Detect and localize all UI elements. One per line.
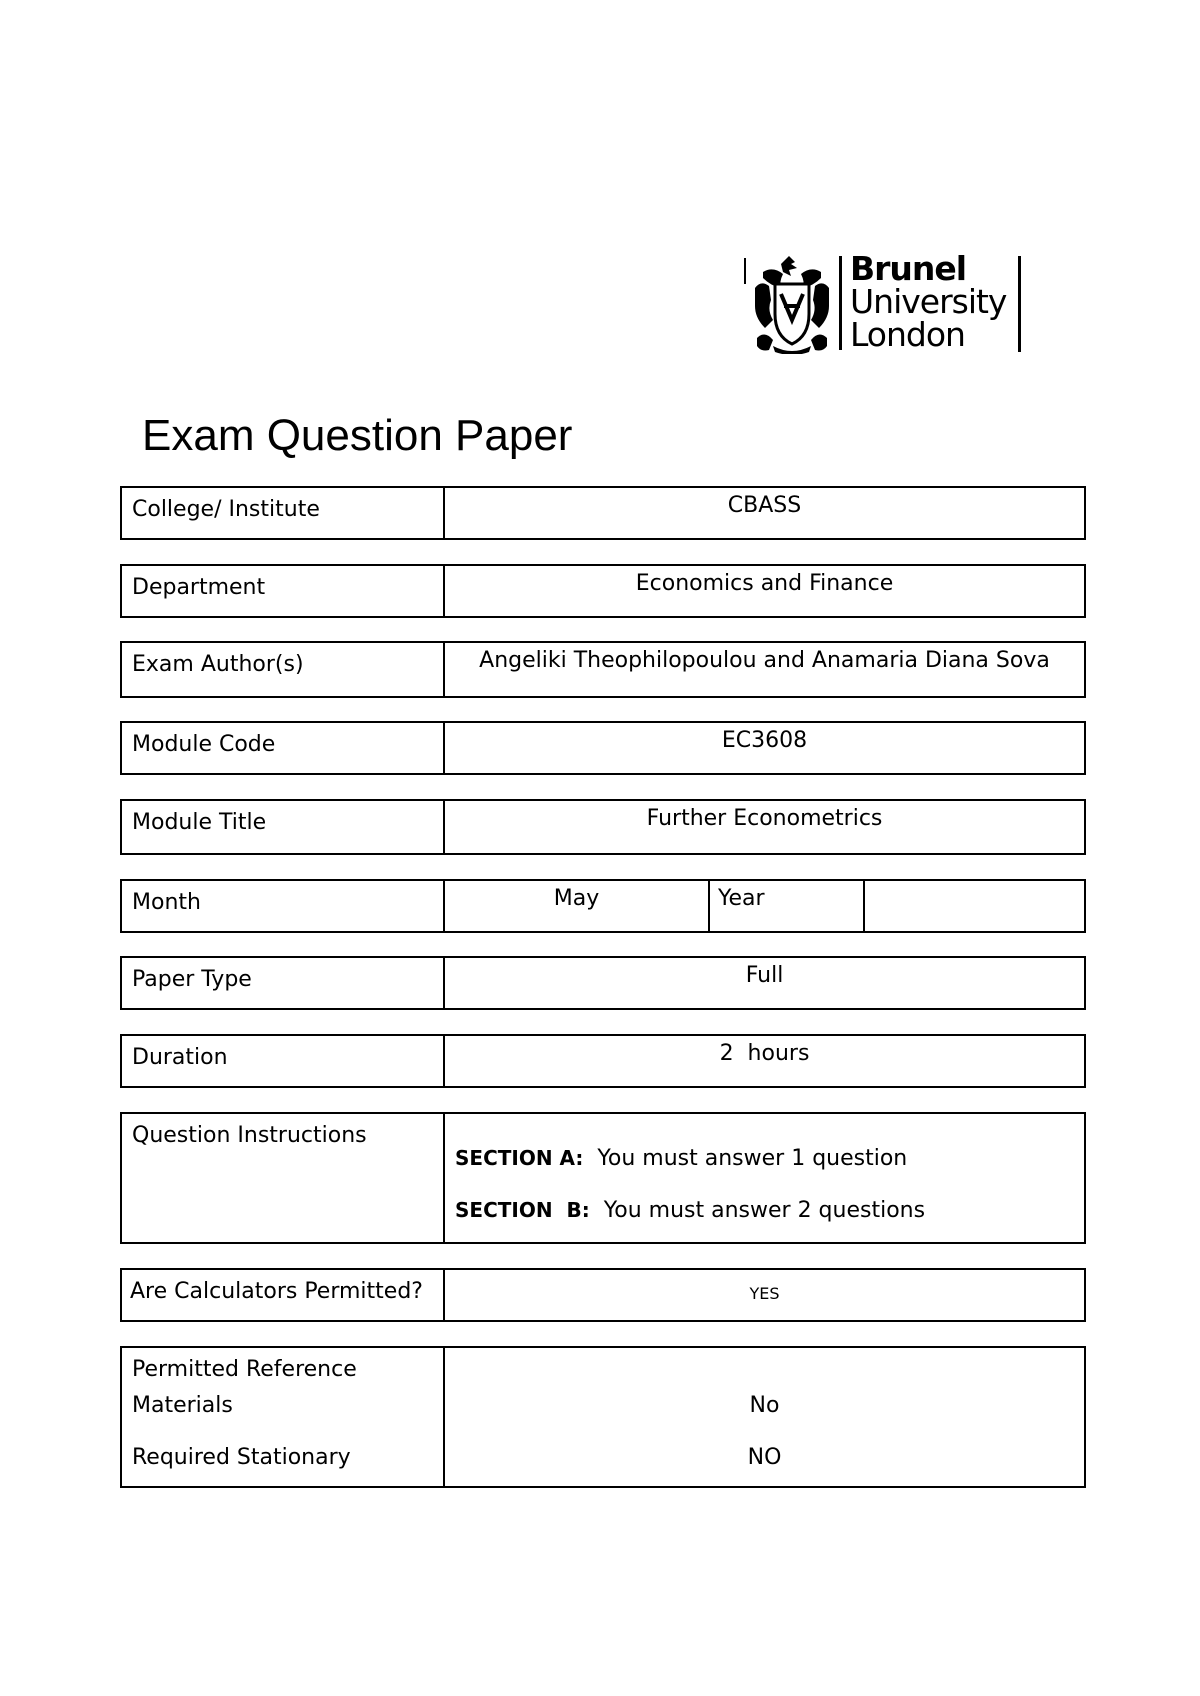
section-a-line — [455, 1144, 907, 1173]
logo-divider-right — [1018, 256, 1021, 352]
department-label: Department — [122, 566, 445, 616]
row-instructions — [120, 1112, 1086, 1244]
section-b-text: You must answer 2 questions — [603, 1198, 926, 1223]
month-value: May — [445, 881, 710, 931]
instructions-label: Question Instructions — [122, 1114, 445, 1242]
section-a-text: You must answer 1 question — [597, 1146, 908, 1171]
duration-value: 2 hours — [719, 1041, 810, 1066]
page-title: Exam Question Paper — [142, 411, 573, 460]
materials-value-cell — [445, 1388, 1084, 1476]
row-college — [120, 486, 1086, 540]
logo-line-university: University — [850, 282, 1007, 321]
row-module-code — [120, 721, 1086, 775]
paper-type-label: Paper Type — [122, 958, 445, 1008]
calculators-label: Are Calculators Permitted? — [122, 1270, 445, 1320]
row-module-title — [120, 799, 1086, 855]
college-value: CBASS — [727, 493, 802, 518]
college-label: College/ Institute — [122, 488, 445, 538]
materials-label-line1: Permitted Reference — [132, 1357, 357, 1382]
module-code-value: EC3608 — [721, 728, 808, 753]
logo-wordmark — [850, 249, 1007, 354]
row-department — [120, 564, 1086, 618]
coat-of-arms-icon — [751, 254, 833, 354]
calculators-value: YES — [749, 1284, 780, 1303]
logo-tick — [744, 258, 746, 284]
module-code-label: Module Code — [122, 723, 445, 773]
month-label: Month — [122, 881, 445, 931]
year-label: Year — [710, 881, 865, 931]
author-label: Exam Author(s) — [122, 643, 445, 696]
materials-label-line2: Materials — [132, 1393, 233, 1418]
row-duration — [120, 1034, 1086, 1088]
row-month-year — [120, 879, 1086, 933]
section-b-line — [455, 1196, 925, 1225]
logo-divider-left — [839, 256, 842, 350]
row-calculators — [120, 1268, 1086, 1322]
paper-type-value: Full — [745, 963, 784, 988]
materials-value: No — [749, 1393, 780, 1418]
row-paper-type — [120, 956, 1086, 1010]
logo-line-london: London — [850, 315, 965, 354]
author-value: Angeliki Theophilopoulou and Anamaria Diana Sova — [479, 648, 1050, 673]
year-value — [865, 881, 1084, 931]
materials-label-cell — [122, 1348, 445, 1486]
module-title-value: Further Econometrics — [646, 806, 883, 831]
university-logo — [744, 249, 1024, 354]
duration-label: Duration — [122, 1036, 445, 1086]
module-title-label: Module Title — [122, 801, 445, 853]
stationary-label: Required Stationary — [132, 1445, 351, 1470]
section-b-label: SECTION B: — [455, 1198, 590, 1222]
logo-line-brunel: Brunel — [850, 249, 967, 288]
row-author — [120, 641, 1086, 698]
row-materials — [120, 1346, 1086, 1488]
section-a-label: SECTION A: — [455, 1146, 584, 1170]
stationary-value: NO — [747, 1445, 782, 1470]
department-value: Economics and Finance — [635, 571, 894, 596]
